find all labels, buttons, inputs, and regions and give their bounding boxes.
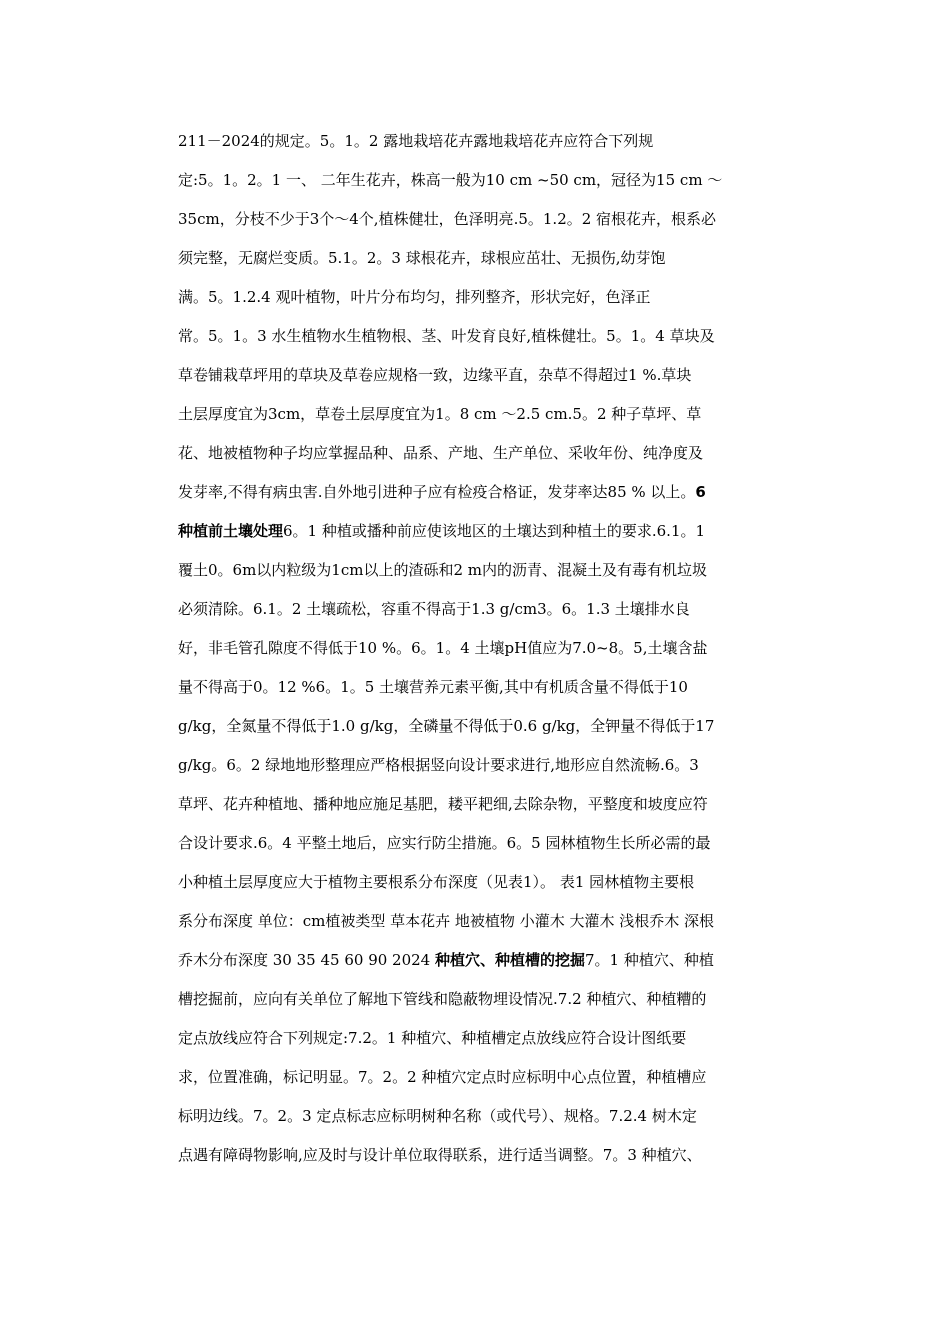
paragraph-text: 草卷铺栽草坪用的草块及草卷应规格一致，边缘平直，杂草不得超过1 %.草块 [178,366,692,384]
paragraph-text: 常。5。1。3 水生植物水生植物根、茎、叶发育良好,植株健壮。5。1。4 草块及 [178,327,715,345]
section-heading: 6 [695,483,706,501]
paragraph-text: 定:5。1。2。1 一、 二年生花卉，株高一般为10 cm ~50 cm，冠径为15 cm ～ [178,171,723,189]
text-line [178,629,778,668]
paragraph-text: 求，位置准确，标记明显。7。2。2 种植穴定点时应标明中心点位置，种植槽应 [178,1068,707,1086]
paragraph-text: g/kg，全氮量不得低于1.0 g/kg，全磷量不得低于0.6 g/kg，全钾量不得低于17 [178,717,715,735]
text-line [178,746,778,785]
text-line [178,239,778,278]
paragraph-text: 须完整，无腐烂变质。5.1。2。3 球根花卉，球根应茁壮、无损伤,幼芽饱 [178,249,666,267]
paragraph-text: 土层厚度宜为3cm，草卷土层厚度宜为1。8 cm ～2.5 cm.5。2 种子草坪、草 [178,405,702,423]
text-line [178,980,778,1019]
text-line [178,161,778,200]
paragraph-text: 35cm，分枝不少于3个～4个,植株健壮，色泽明亮.5。1.2。2 宿根花卉，根系必 [178,210,717,228]
text-line [178,551,778,590]
paragraph-text: 覆土0。6m以内粒级为1cm以上的渣砾和2 m内的沥青、混凝土及有毒有机垃圾 [178,561,708,579]
paragraph-text: 标明边线。7。2。3 定点标志应标明树种名称（或代号）、规格。7.2.4 树木定 [178,1107,697,1125]
text-line [178,278,778,317]
text-line [178,902,778,941]
body-text [178,122,778,1175]
section-heading: 种植前土壤处理 [178,522,284,540]
paragraph-text: 6。1 种植或播种前应使该地区的土壤达到种植土的要求.6.1。1 [283,522,706,540]
paragraph-text: 合设计要求.6。4 平整土地后，应实行防尘措施。6。5 园林植物生长所必需的最 [178,834,711,852]
text-line [178,1097,778,1136]
text-line [178,824,778,863]
text-line [178,356,778,395]
paragraph-text: 小种植土层厚度应大于植物主要根系分布深度（见表1）。 表1 园林植物主要根 [178,873,695,891]
paragraph-text: 必须清除。6.1。2 土壤疏松，容重不得高于1.3 g/cm3。6。1.3 土壤排水良 [178,600,690,618]
text-line [178,941,778,980]
paragraph-text: 好，非毛管孔隙度不得低于10 %。6。1。4 土壤pH值应为7.0~8。5,土壤含盐 [178,639,708,657]
section-heading: 种植穴、种植槽的挖掘 [435,951,586,969]
paragraph-text: 发芽率,不得有病虫害.自外地引进种子应有检疫合格证，发芽率达85 % 以上。 [178,483,696,501]
text-line [178,590,778,629]
paragraph-text: 系分布深度 单位：cm植被类型 草本花卉 地被植物 小灌木 大灌木 浅根乔木 深根 [178,912,715,930]
text-line [178,668,778,707]
paragraph-text: 乔木分布深度 30 35 45 60 90 2024 [178,951,435,969]
text-line [178,1019,778,1058]
text-line [178,395,778,434]
text-line [178,707,778,746]
text-line [178,512,778,551]
text-line [178,434,778,473]
text-line [178,200,778,239]
paragraph-text: 量不得高于0。12 %6。1。5 土壤营养元素平衡,其中有机质含量不得低于10 [178,678,688,696]
paragraph-text: 槽挖掘前，应向有关单位了解地下管线和隐蔽物埋设情况.7.2 种植穴、种植糟的 [178,990,707,1008]
text-line [178,473,778,512]
paragraph-text: 点遇有障碍物影响,应及时与设计单位取得联系，进行适当调整。7。3 种植穴、 [178,1146,702,1164]
paragraph-text: 花、地被植物种子均应掌握品种、品系、产地、生产单位、采收年份、纯净度及 [178,444,704,462]
paragraph-text: 211－2024的规定。5。1。2 露地栽培花卉露地栽培花卉应符合下列规 [178,132,654,150]
paragraph-text: 满。5。1.2.4 观叶植物，叶片分布均匀，排列整齐，形状完好，色泽正 [178,288,651,306]
paragraph-text: 7。1 种植穴、种植 [585,951,714,969]
paragraph-text: 定点放线应符合下列规定:7.2。1 种植穴、种植槽定点放线应符合设计图纸要 [178,1029,687,1047]
text-line [178,1136,778,1175]
text-line [178,1058,778,1097]
paragraph-text: 草坪、花卉种植地、播种地应施足基肥，耧平耙细,去除杂物，平整度和坡度应符 [178,795,708,813]
text-line [178,785,778,824]
text-line [178,317,778,356]
paragraph-text: g/kg。6。2 绿地地形整理应严格根据竖向设计要求进行,地形应自然流畅.6。3 [178,756,699,774]
text-line [178,863,778,902]
text-line [178,122,778,161]
